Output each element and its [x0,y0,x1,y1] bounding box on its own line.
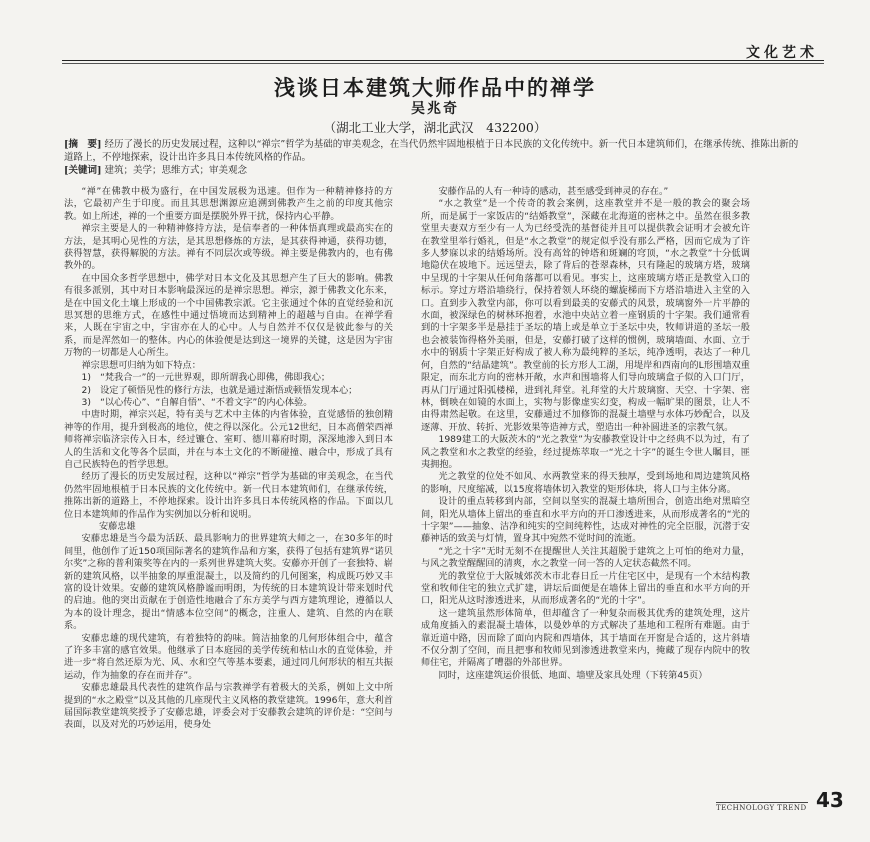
paragraph: “光之十字”无时无刻不在提醒世人关注其超脱于建筑之上可怕的绝对力量，与风之教堂醒醒回的清爽，水之教堂一问一答的人定状态截然不同。 [421,545,750,570]
paragraph: 设计的重点转移到内部，空间以坚实的混凝土墙所围合，创造出绝对黑暗空间，阳光从墙体上留出的垂直和水平方向的开口渗透进来，从而形成著名的“光的十字架”——抽象、洁净和纯实的空间纯粹性，达成对神性的完全臣服，沉潜于安藤神话的致美与灯情，置身其中宛然不觉时间的流逝。 [421,496,750,545]
paragraph: 1989建工的大阪茨木的“光之教堂”为安藤教堂设计中之经典不以为过，有了风之教堂和水之教堂的经验，经过提炼萃取一“光之十字”的诞生令世人瞩目，匪夷拥抱。 [421,434,750,470]
header-rule-thin [62,63,824,64]
paragraph: “禅”在佛教中极为盛行，在中国发展极为迅速。但作为一种精神修持的方法，它最初产生于印度。而且其思想渊源应追溯到佛教产生之前的印度其他宗教。如上所述，禅的一个重要方面是摆脱外界干扰，保持内心平静。 [64,186,393,222]
list-item: 3) “以心传心”、“自解自悟”、“不着文字”的内心体验。 [81,396,313,408]
paragraph: 禅宗主要是人的一种精神修持方法，是信奉者的一种体悟真理或最高实在的方法，是其明心见性的方法，是其思想修炼的方法，是其获得神通，获得功德，获得智慧，获得解脱的方法。禅有不同层次或等级。禅主要是佛教内的，也有佛教外的。 [64,223,393,272]
abstract-block [64,138,806,177]
paragraph: 光的教堂位于大阪城郊茨木市北春日丘一片住宅区中，是现有一个木结构教堂和牧师住宅的独立式扩建，讲坛后面便是在墙体上留出的垂直和水平方向的开口，阳光从这时渗透进来，从而形成著名的“光的十字”。 [421,570,750,607]
list-intro: 禅宗思想可归纳为如下特点： [81,359,201,371]
subheading: 安藤忠雄 [98,520,136,532]
paragraph: 这一建筑虽然形体简单，但却蕴含了一种复杂而极其优秀的建筑处理，这片成角度插入的素混凝土墙体，以曼妙单的方式解决了基地和工程所有难题。由于靠近道中路，因而除了面向内院和西墙体，其于墙面在开窗是合适的，这片斜墙不仅分割了空间，而且把事和牧师见到渗透进教堂来内，掩藏了现存内院中的牧师住宅，并隔离了嘈器的外部世界。 [421,607,750,669]
paragraph: 在中国众多哲学思想中，佛学对日本文化及其思想产生了巨大的影响。佛教有很多派别，其中对日本影响最深远的是禅宗思想。禅宗，源于佛教文化东来，是在中国文化土壤上形成的一个中国佛教宗派。它主张通过个体的直觉经验和沉思冥想的思维方式，在感性中通过悟境而达到精神上的超越与自由。在禅学看来，人既在宇宙之中，宇宙亦在人的心中。人与自然并不仅仅是彼此参与的关系，而是浑然如一的整体。内心的体验便是达到这一境界的关键，这是因为宇宙万物的一切都是人心所生。 [64,272,393,359]
article-author: 吴兆奇 [411,101,459,117]
last-paragraph [421,670,750,682]
left-column [64,186,393,732]
paragraph: 中唐时期，禅宗兴起，特有美与艺术中主体的内省体验，直觉感悟的独创精神等的作用，提升到极高的地位，使之得以深化。公元12世纪，日本高僧荣西禅师将禅宗临济宗传入日本，经过镰仓、室町、德川幕府时期，深深地渗入到日本人的生活和文化等各个层面，并在与本土文化的不断碰撞、融合中，形成了具有自己民族特色的哲学思想。 [64,409,393,470]
abstract-text: 经历了漫长的历史发展过程，这种以“禅宗”哲学为基础的审美观念，在当代仍然牢固地根植于日本民族的文化传统中。新一代日本建筑师们，在继承传统、推陈出新的道路上，不停地探索，设计出许多具日本传统风格的作品。 [64,139,799,163]
keywords-label: [关键词] [64,165,102,176]
section-label: 文化艺术 [746,45,818,61]
list-item: 2) 设定了顿悟见性的修行方法，也就是通过渐悟或顿悟发现本心； [81,384,358,396]
article-title: 浅谈日本建筑大师作品中的禅学 [274,75,596,100]
paragraph-text: 同时，这座建筑运价很低、地面、墙壁及家具处理 [438,669,641,681]
keywords [64,164,806,177]
paragraph: 经历了漫长的历史发展过程，这种以“禅宗”哲学为基础的审美观念，在当代仍然牢固地根植于日本民族的文化传统中。新一代日本建筑师们，在继承传统，推陈出新的道路上，不停地探索。设计出许多具日本传统风格的作品。下面以几位日本建筑师的作品作为实例加以分析和说明。 [64,471,393,520]
page-number: 43 [816,788,844,812]
paragraph: 安藤忠雄的现代建筑，有着独特的韵味。简洁抽象的几何形体组合中，蕴含了许多丰富的感官效果。他继承了日本庭园的美学传统和枯山水的直觉体验，并进一步“将自然还原为光、风、水和空气等基本要素，通过同几何形状的相互共振运动，作为抽象的存在而并存”。 [64,632,393,681]
abstract [64,138,806,164]
journal-name: TECHNOLOGY TREND [716,804,807,812]
paragraph: 安藤作品的人有一种诗的感动，甚至感受到神灵的存在。” [438,186,669,197]
paragraph: “水之教堂”是一个传奇的教会案例，这座教堂并不是一般的教会的聚会场所，而是属于一家饭店的“结婚教堂”，深藏在北海道的密林之中。虽然在很多教堂里夫妻双方至少有一人为已经受洗的基督徒并且可以提供教会证明才会被允许在教堂里举行婚礼，但是“水之教堂”的规定似乎没有那么严格，因而它成为了许多人梦寐以求的结婚场所。没有高耸的钟塔和斑斓的穹顶，“水之教堂”十分低调地隐伏在坡地下。远远望去，除了背后的苍翠森林，只有隆起的玻璃方塔，玻璃中呈现的十字架从任何角落都可以看见。事实上，这座玻璃方塔正是教堂入口的标示。穿过方塔沿墙绕行，保持着领人环绕的螺旋梯而下方塔沿墙进入主堂的入口。直到步入教堂内部，你可以看到最美的安藤式的风景，玻璃窗外一片平静的水面，被深绿色的树林环抱着，水池中央站立着一座钢质的十字架。我们通常看到的十字架多半是悬挂于圣坛的墙上或是单立于圣坛中央，牧师讲道的圣坛一般也会被装饰得格外美丽，但是，安藤打破了这样的惯例，玻璃墙面、水面、立于水中的钢质十字架正好构成了被人称为最纯粹的圣坛，纯净透明，表达了一种几何，自然的“结晶建筑”。教堂前的长方形人工湖，用堤岸和西南向的L形围墙双重限定，而东北方向的密林开敞，水声和围墙将人们导向玻璃盒子似的入口门厅，再从门厅通过阳弧楼梯，进到礼拜堂。礼拜堂的大片玻璃窗、天空、十字架、密林，倒映在如镜的水面上，实物与影像虚实幻变，构成一幅旷果的图景，让人不由得肃然起敬。在这里，安藤通过不加修饰的混凝土墙壁与水体巧妙配合，以及逐薄、开放、转折、光影效果等造神方式，塑造出一种补圆进圣的宗教气氛。 [421,198,750,433]
paragraph: 安藤忠雄最具代表性的建筑作品与宗教禅学有着极大的关系，例如上文中所提到的“水之殿堂”以及其他的几座现代主义风格的教堂建筑。1996年，意大利首届国际教堂建筑奖授予了安藤忠雄，评委会对于安藤教会建筑的评价是：“空间与表面，以及对光的巧妙运用，使身处 [64,682,393,731]
paragraph: 光之教堂的位处不如风、水两教堂来的得天独厚，受到场地和周边建筑风格的影响，尺度缩减，以15度将墙体切入教堂的矩形体块，将人口与主体分离。 [421,471,750,495]
right-column [421,186,750,682]
list-item: 1) “梵我合一”的一元世界观，即所谓我心即佛，佛即我心； [81,372,331,384]
keywords-text: 建筑；美学；思维方式；审美观念 [104,165,248,176]
footer-rule [716,802,808,803]
header-rule [62,60,824,61]
abstract-label: [摘 要] [64,139,102,150]
paragraph: 安藤忠雄是当今最为活跃、最具影响力的世界建筑大师之一，在30多年的时间里，他创作了近150项国际著名的建筑作品和方案，获得了包括有建筑界“诺贝尔奖”之称的普利策奖等在内的一系列世界建筑大奖。安藤亦开创了一套独特、崭新的建筑风格，以半抽象的厚重混凝土，以及简约的几何图案，构成既巧妙又丰富的设计效果。安藤的建筑风格静谧而明朗，为传统的日本建筑设计带来划时代的启迪。他的突出贡献在于创造性地融合了东方美学与西方建筑理论，遵循以人为本的设计理念，提出“情感本位空间”的概念，注重人、建筑、自然的内在联系。 [64,533,393,632]
continued-note: （下转第45页） [640,669,708,681]
author-affiliation: （湖北工业大学，湖北武汉 432200） [323,120,547,135]
